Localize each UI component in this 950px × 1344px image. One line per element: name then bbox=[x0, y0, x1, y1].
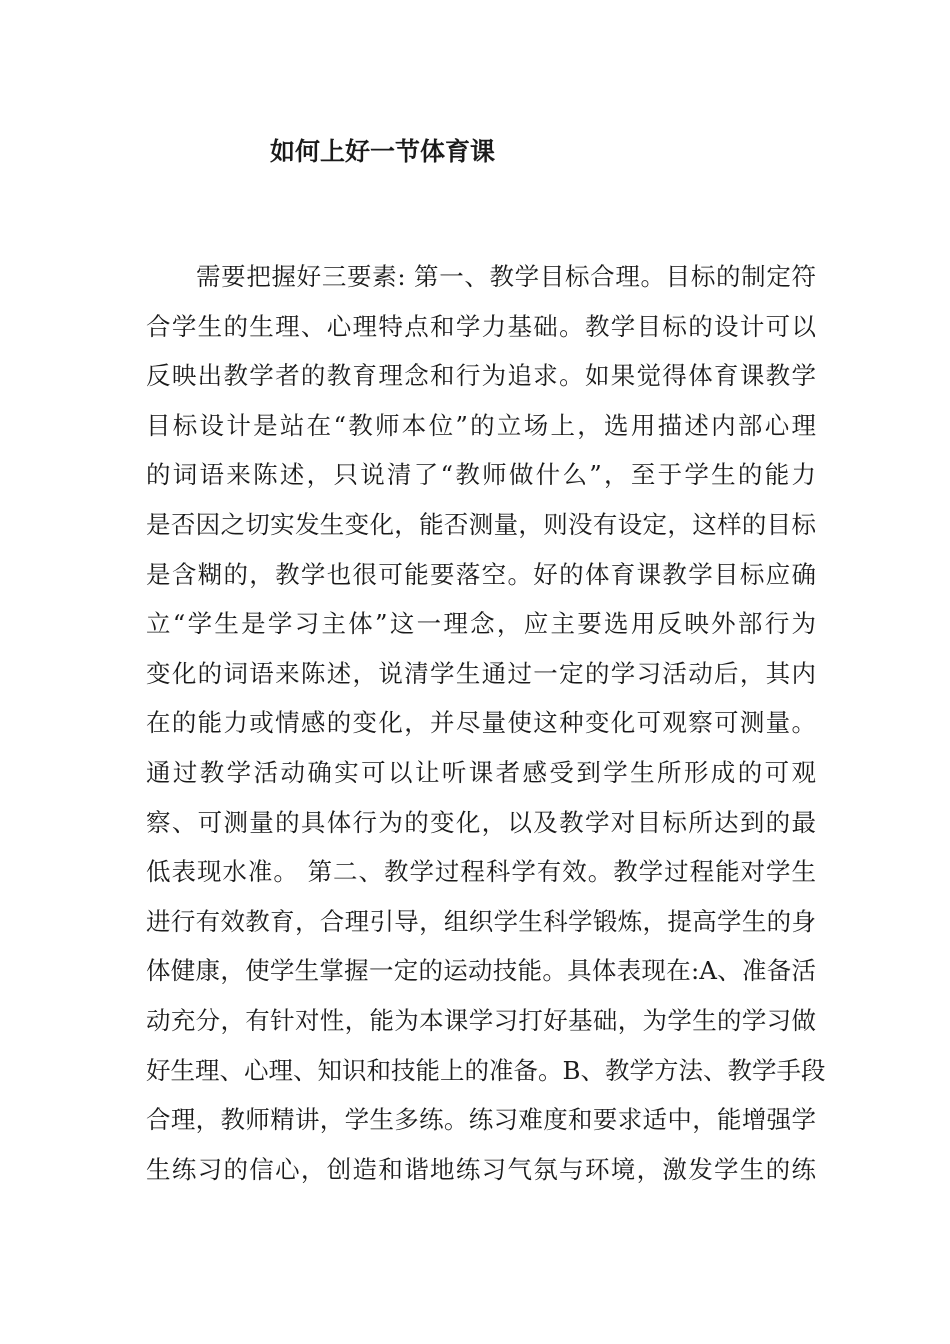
body-line: 合理，教师精讲，学生多练。练习难度和要求适中，能增强学 bbox=[146, 1105, 816, 1135]
body-line: 通过教学活动确实可以让听课者感受到学生所形成的可观 bbox=[146, 757, 816, 787]
body-line: 合学生的生理、心理特点和学力基础。教学目标的设计可以 bbox=[146, 311, 816, 341]
body-line: 好生理、心理、知识和技能上的准备。B、教学方法、教学手段 bbox=[146, 1055, 826, 1085]
body-line: 生练习的信心，创造和谐地练习气氛与环境，激发学生的练 bbox=[146, 1154, 816, 1184]
body-line: 立“学生是学习主体”这一理念，应主要选用反映外部行为 bbox=[146, 609, 816, 639]
body-line: 体健康，使学生掌握一定的运动技能。具体表现在:A、准备活 bbox=[146, 956, 816, 986]
body-line: 是否因之切实发生变化，能否测量，则没有设定，这样的目标 bbox=[146, 509, 816, 539]
body-line: 反映出教学者的教育理念和行为追求。如果觉得体育课教学 bbox=[146, 361, 816, 391]
body-line: 的词语来陈述，只说清了“教师做什么”，至于学生的能力 bbox=[146, 460, 816, 490]
body-line: 低表现水准。 第二、教学过程科学有效。教学过程能对学生 bbox=[146, 857, 816, 887]
document-title: 如何上好一节体育课 bbox=[270, 137, 496, 166]
body-line: 变化的词语来陈述，说清学生通过一定的学习活动后，其内 bbox=[146, 658, 816, 688]
body-line: 察、可测量的具体行为的变化，以及教学对目标所达到的最 bbox=[146, 807, 816, 837]
body-line: 需要把握好三要素: 第一、教学目标合理。目标的制定符 bbox=[196, 262, 816, 291]
body-line: 是含糊的，教学也很可能要落空。好的体育课教学目标应确 bbox=[146, 559, 816, 589]
body-line: 在的能力或情感的变化，并尽量使这种变化可观察可测量。 bbox=[146, 708, 816, 738]
body-line: 进行有效教育，合理引导，组织学生科学锻炼，提高学生的身 bbox=[146, 906, 816, 936]
document-body bbox=[146, 252, 826, 1194]
body-line: 动充分，有针对性，能为本课学习打好基础，为学生的学习做 bbox=[146, 1005, 816, 1035]
body-line: 目标设计是站在“教师本位”的立场上，选用描述内部心理 bbox=[146, 410, 816, 440]
